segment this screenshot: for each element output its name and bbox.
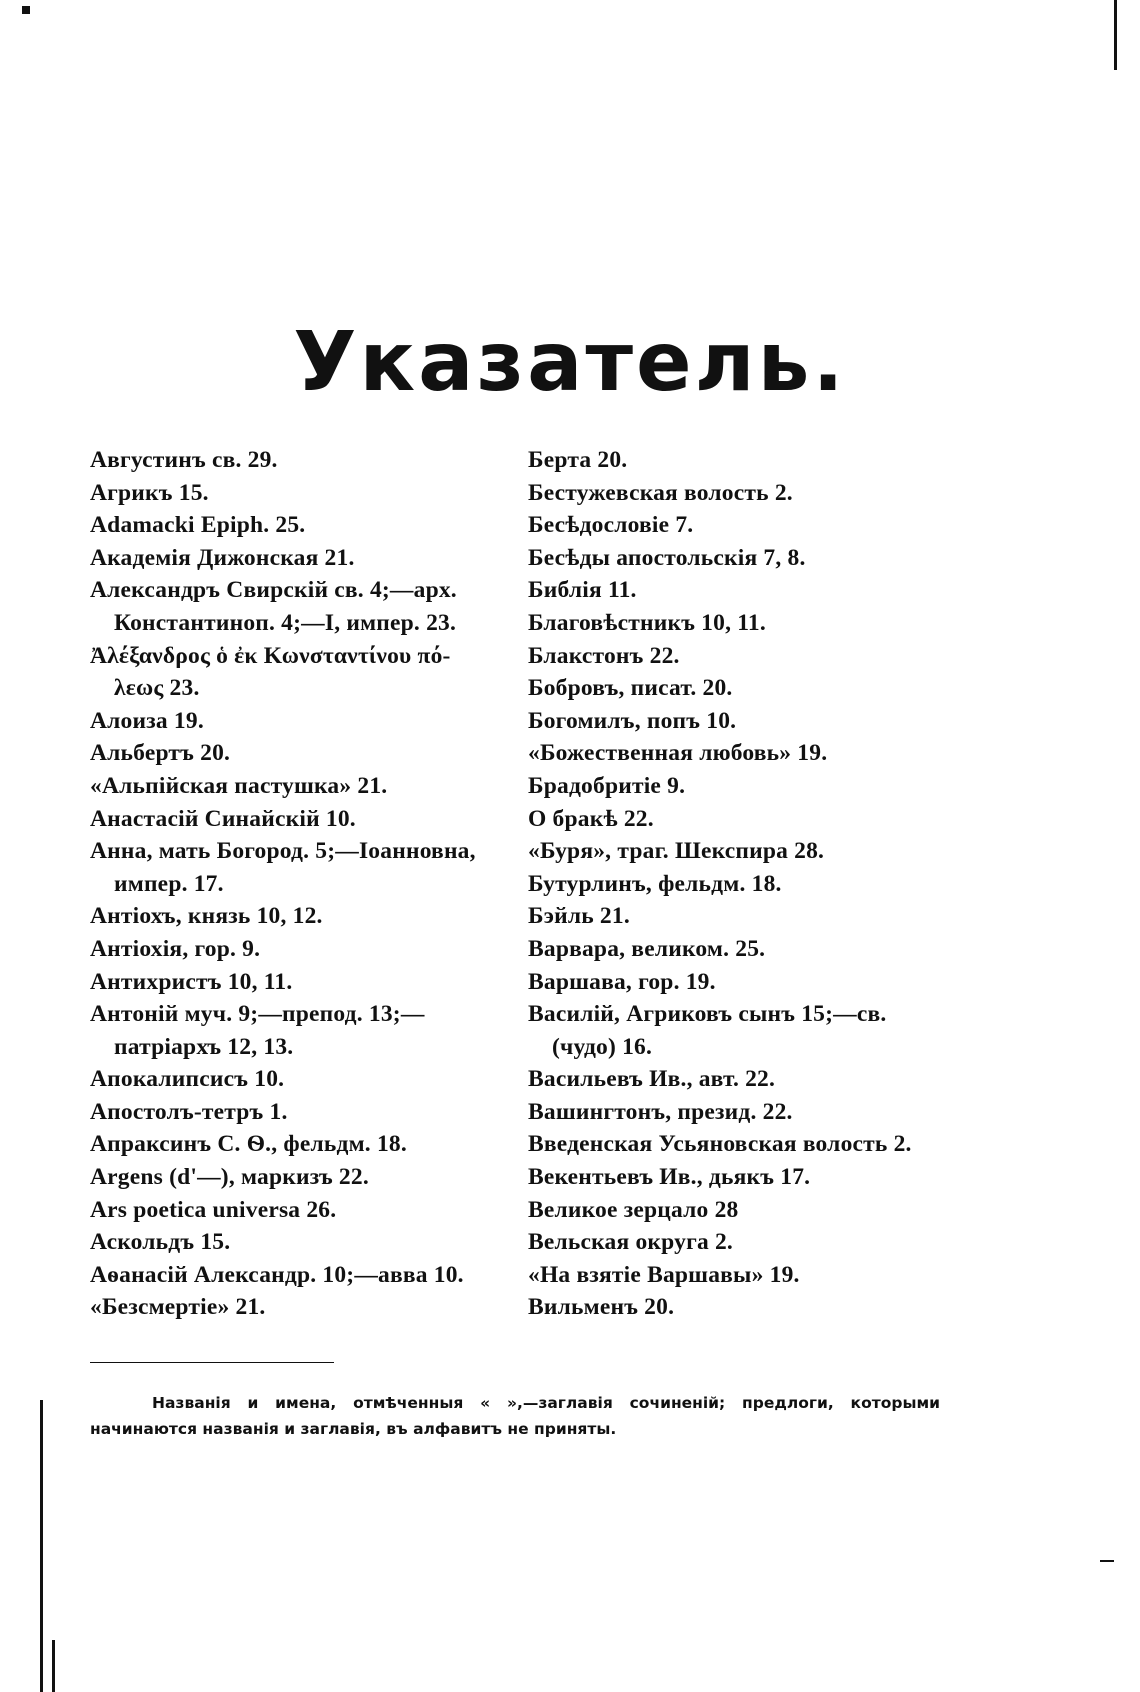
index-entry-text: Ars poetica universa 26.: [90, 1196, 337, 1223]
index-entry-text: Антіохія, гор. 9.: [90, 935, 261, 962]
index-entry: [90, 966, 510, 999]
index-entry-text: Бесѣдословіе 7.: [528, 512, 694, 539]
footnote-rule: [90, 1362, 334, 1363]
index-entry-text: Августинъ св. 29.: [90, 447, 278, 473]
index-entry-text: Аѳанасій Александр. 10;—авва 10.: [90, 1261, 464, 1288]
index-entry: [528, 1128, 968, 1161]
index-entry-continuation: (чудо) 16.: [552, 1033, 653, 1060]
index-entry-text: Апраксинъ С. Ѳ., фельдм. 18.: [90, 1131, 407, 1158]
index-entry-text: Блакстонъ 22.: [528, 642, 680, 669]
index-entry-text: «Буря», траг. Шекспира 28.: [528, 838, 825, 865]
index-entry-text: Александръ Свирскій св. 4;—арх.: [90, 577, 457, 604]
index-entry: [90, 737, 510, 770]
index-entry: [528, 705, 968, 738]
index-entry: [528, 900, 968, 933]
index-entry-text: Антихристъ 10, 11.: [90, 968, 293, 995]
scan-mark: [1114, 0, 1117, 70]
index-column-right: [528, 444, 968, 1324]
index-entry: [528, 1063, 968, 1096]
index-entry-text: О бракѣ 22.: [528, 805, 654, 832]
index-entry-text: Ἀλέξανδρος ὁ ἐκ Κωνσταντίνου πό-: [90, 642, 451, 669]
index-entry-continuation: патріархъ 12, 13.: [114, 1033, 294, 1060]
index-entry: [90, 574, 510, 639]
index-entry: [90, 1063, 510, 1096]
index-entry-text: Вашингтонъ, презид. 22.: [528, 1098, 793, 1125]
index-entry: [528, 770, 968, 803]
index-entry-text: Варвара, великом. 25.: [528, 935, 766, 962]
index-entry: [528, 835, 968, 868]
index-entry: [528, 509, 968, 542]
index-entry: [90, 705, 510, 738]
index-entry-text: Антіохъ, князь 10, 12.: [90, 903, 323, 930]
index-entry: [90, 803, 510, 836]
index-entry: [528, 1194, 968, 1227]
index-entry-text: «Альпійская пастушка» 21.: [90, 772, 388, 799]
index-entry: [90, 477, 510, 510]
index-entry-text: Анастасій Синайскій 10.: [90, 805, 356, 832]
index-entry-text: Брадобритіе 9.: [528, 772, 686, 799]
index-entry-text: Варшава, гор. 19.: [528, 968, 716, 995]
index-entry-text: Академія Дижонская 21.: [90, 544, 355, 571]
index-entry: [90, 444, 510, 477]
index-entry-text: Берта 20.: [528, 447, 628, 473]
index-entry-text: Великое зерцало 28: [528, 1196, 739, 1223]
index-entry-text: Бутурлинъ, фельдм. 18.: [528, 870, 782, 897]
index-entry: [528, 607, 968, 640]
index-entry: [528, 542, 968, 575]
index-entry-continuation: импер. 17.: [114, 870, 224, 897]
index-entry: [528, 1259, 968, 1292]
index-entry-text: Бестужевская волость 2.: [528, 479, 793, 506]
index-column-left: [90, 444, 510, 1324]
index-entry: [528, 1291, 968, 1324]
index-entry: [90, 835, 510, 900]
index-entry: [528, 574, 968, 607]
index-entry-text: Антоній муч. 9;—препод. 13;—: [90, 1001, 425, 1028]
index-entry: [528, 737, 968, 770]
index-entry: [528, 1161, 968, 1194]
index-entry: [90, 1128, 510, 1161]
index-entry: [528, 1226, 968, 1259]
scan-mark: [52, 1640, 55, 1692]
index-entry-text: Васильевъ Ив., авт. 22.: [528, 1066, 776, 1093]
index-entry-text: «На взятіе Варшавы» 19.: [528, 1261, 800, 1288]
index-entry-text: Агрикъ 15.: [90, 479, 209, 506]
footnote: Названія и имена, отмѣченныя « »,—заглавія сочиненій; предлоги, которыми начинаются названія и заглавія, въ алфавитъ не приняты.: [90, 1394, 940, 1438]
index-entry-text: «Безсмертіе» 21.: [90, 1294, 266, 1321]
index-entry: [90, 933, 510, 966]
page-title: Указатель.: [293, 315, 847, 410]
index-entry-text: Апостолъ-тетръ 1.: [90, 1098, 288, 1125]
index-entry-text: Анна, мать Богород. 5;—Іоанновна,: [90, 838, 476, 865]
index-entry: [528, 1096, 968, 1129]
index-entry-text: Альбертъ 20.: [90, 740, 231, 767]
index-entry: [90, 542, 510, 575]
index-entry: [90, 640, 510, 705]
index-entry-text: Богомилъ, попъ 10.: [528, 707, 737, 734]
index-entry-text: Апокалипсисъ 10.: [90, 1066, 285, 1093]
index-entry: [90, 900, 510, 933]
index-entry: [528, 868, 968, 901]
index-entry-text: Василій, Агриковъ сынъ 15;—св.: [528, 1001, 887, 1028]
index-entry: [90, 1194, 510, 1227]
index-entry-text: Алоиза 19.: [90, 707, 204, 734]
index-entry-text: «Божественная любовь» 19.: [528, 740, 828, 767]
index-entry: [528, 803, 968, 836]
index-entry: [528, 966, 968, 999]
index-entry-text: Векентьевъ Ив., дьякъ 17.: [528, 1164, 811, 1191]
index-entry: [90, 509, 510, 542]
index-entry-text: Библія 11.: [528, 577, 637, 604]
index-entry: [528, 444, 968, 477]
scan-mark: [40, 1400, 43, 1692]
index-entry: [528, 672, 968, 705]
index-entry-text: Бэйль 21.: [528, 903, 630, 930]
index-entry-continuation: λεως 23.: [114, 675, 200, 702]
index-entry: [528, 998, 968, 1063]
index-entry: [90, 998, 510, 1063]
index-entry-text: Argens (d'—), маркизъ 22.: [90, 1164, 369, 1191]
scan-mark: [22, 6, 30, 14]
index-entry: [90, 1226, 510, 1259]
index-entry: [528, 933, 968, 966]
index-entry-text: Бесѣды апостольскія 7, 8.: [528, 544, 806, 571]
index-entry: [90, 1291, 510, 1324]
index-entry: [528, 477, 968, 510]
index-entry: [528, 640, 968, 673]
index-entry: [90, 1096, 510, 1129]
index-entry: [90, 1161, 510, 1194]
index-entry-text: Благовѣстникъ 10, 11.: [528, 609, 766, 636]
index-entry: [90, 770, 510, 803]
scan-mark: [1100, 1560, 1114, 1562]
index-entry-text: Adamacki Epiph. 25.: [90, 512, 306, 539]
index-entry-text: Введенская Усьяновская волость 2.: [528, 1131, 912, 1158]
index-entry-text: Аскольдъ 15.: [90, 1229, 231, 1256]
index-entry-text: Бобровъ, писат. 20.: [528, 675, 733, 702]
index-entry-text: Вельская округа 2.: [528, 1229, 733, 1256]
index-entry-continuation: Константиноп. 4;—I, импер. 23.: [114, 609, 457, 636]
index-entry-text: Вильменъ 20.: [528, 1294, 675, 1321]
index-entry: [90, 1259, 510, 1292]
